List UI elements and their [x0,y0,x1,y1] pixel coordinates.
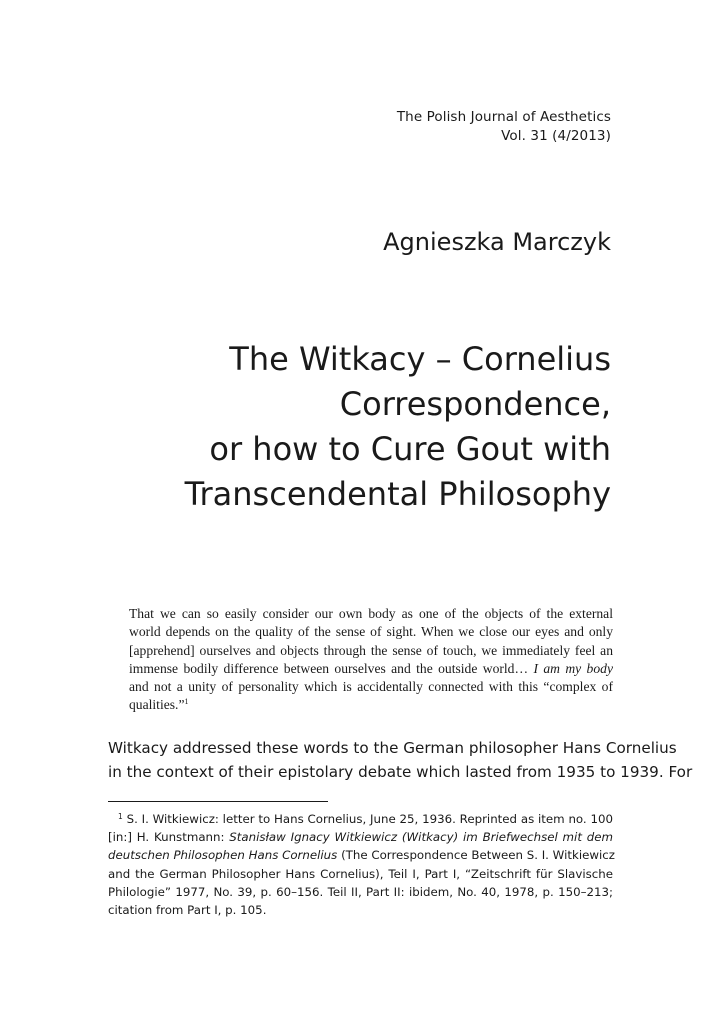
epigraph-text: qualities.” [129,697,185,713]
epigraph-line [129,696,613,714]
title-line: Transcendental Philosophy [184,475,611,513]
epigraph-line [129,660,613,678]
body-line: Witkacy addressed these words to the German philosopher Hans Cornelius [108,739,677,757]
title-line: or how to Cure Gout with [209,430,611,468]
footnote-line: citation from Part I, p. 105. [108,903,267,918]
epigraph-line: and not a unity of personality which is accidentally connected with this “complex of [129,679,613,695]
title-line: Correspondence, [339,385,611,423]
epigraph-line: That we can so easily consider our own body as one of the objects of the external [129,606,613,621]
epigraph-text: immense bodily difference between ourselves and the outside world… [129,660,529,676]
epigraph-quote [129,605,613,715]
footnote-line [108,828,613,846]
footnote-text: (The Correspondence Between S. I. Witkiewicz [341,848,615,863]
footnote-line [108,846,613,864]
footnote-number: 1 [118,812,123,821]
footnote-line: Philologie” 1977, No. 39, p. 60–156. Teil II, Part II: ibidem, No. 40, 1978, p. 150–213; [108,884,613,899]
epigraph-line: [apprehend] ourselves and objects through the sense of touch, we immediately feel an [129,642,613,658]
author-name: Agnieszka Marczyk [383,228,611,256]
footnote-text: [in:] H. Kunstmann: [108,830,225,845]
journal-name: The Polish Journal of Aesthetics [396,109,611,125]
title-line: The Witkacy – Cornelius [229,340,611,378]
footnote-emphasis: deutschen Philosophen Hans Cornelius [108,848,338,863]
footnote-line: and the German Philosopher Hans Cornelius), Teil I, Part I, “Zeitschrift für Slavische [108,866,613,881]
article-title [91,337,611,517]
footnote-line [108,810,613,828]
journal-header [397,108,611,146]
footnote-text: S. I. Witkiewicz: letter to Hans Cornelius, June 25, 1936. Reprinted as item no. 100 [126,812,613,826]
footnote [108,810,613,919]
footnote-reference[interactable]: 1 [184,697,189,707]
footnote-emphasis: Stanisław Ignacy Witkiewicz (Witkacy) im Briefwechsel mit dem [229,830,613,845]
body-line: in the context of their epistolary debate which lasted from 1935 to 1939. For [108,762,693,781]
body-paragraph [108,737,693,784]
epigraph-line: world depends on the quality of the sense of sight. When we close our eyes and only [129,624,613,640]
journal-volume: Vol. 31 (4/2013) [501,128,611,144]
epigraph-emphasis: I am my body [533,660,613,676]
footnote-separator [108,801,328,802]
